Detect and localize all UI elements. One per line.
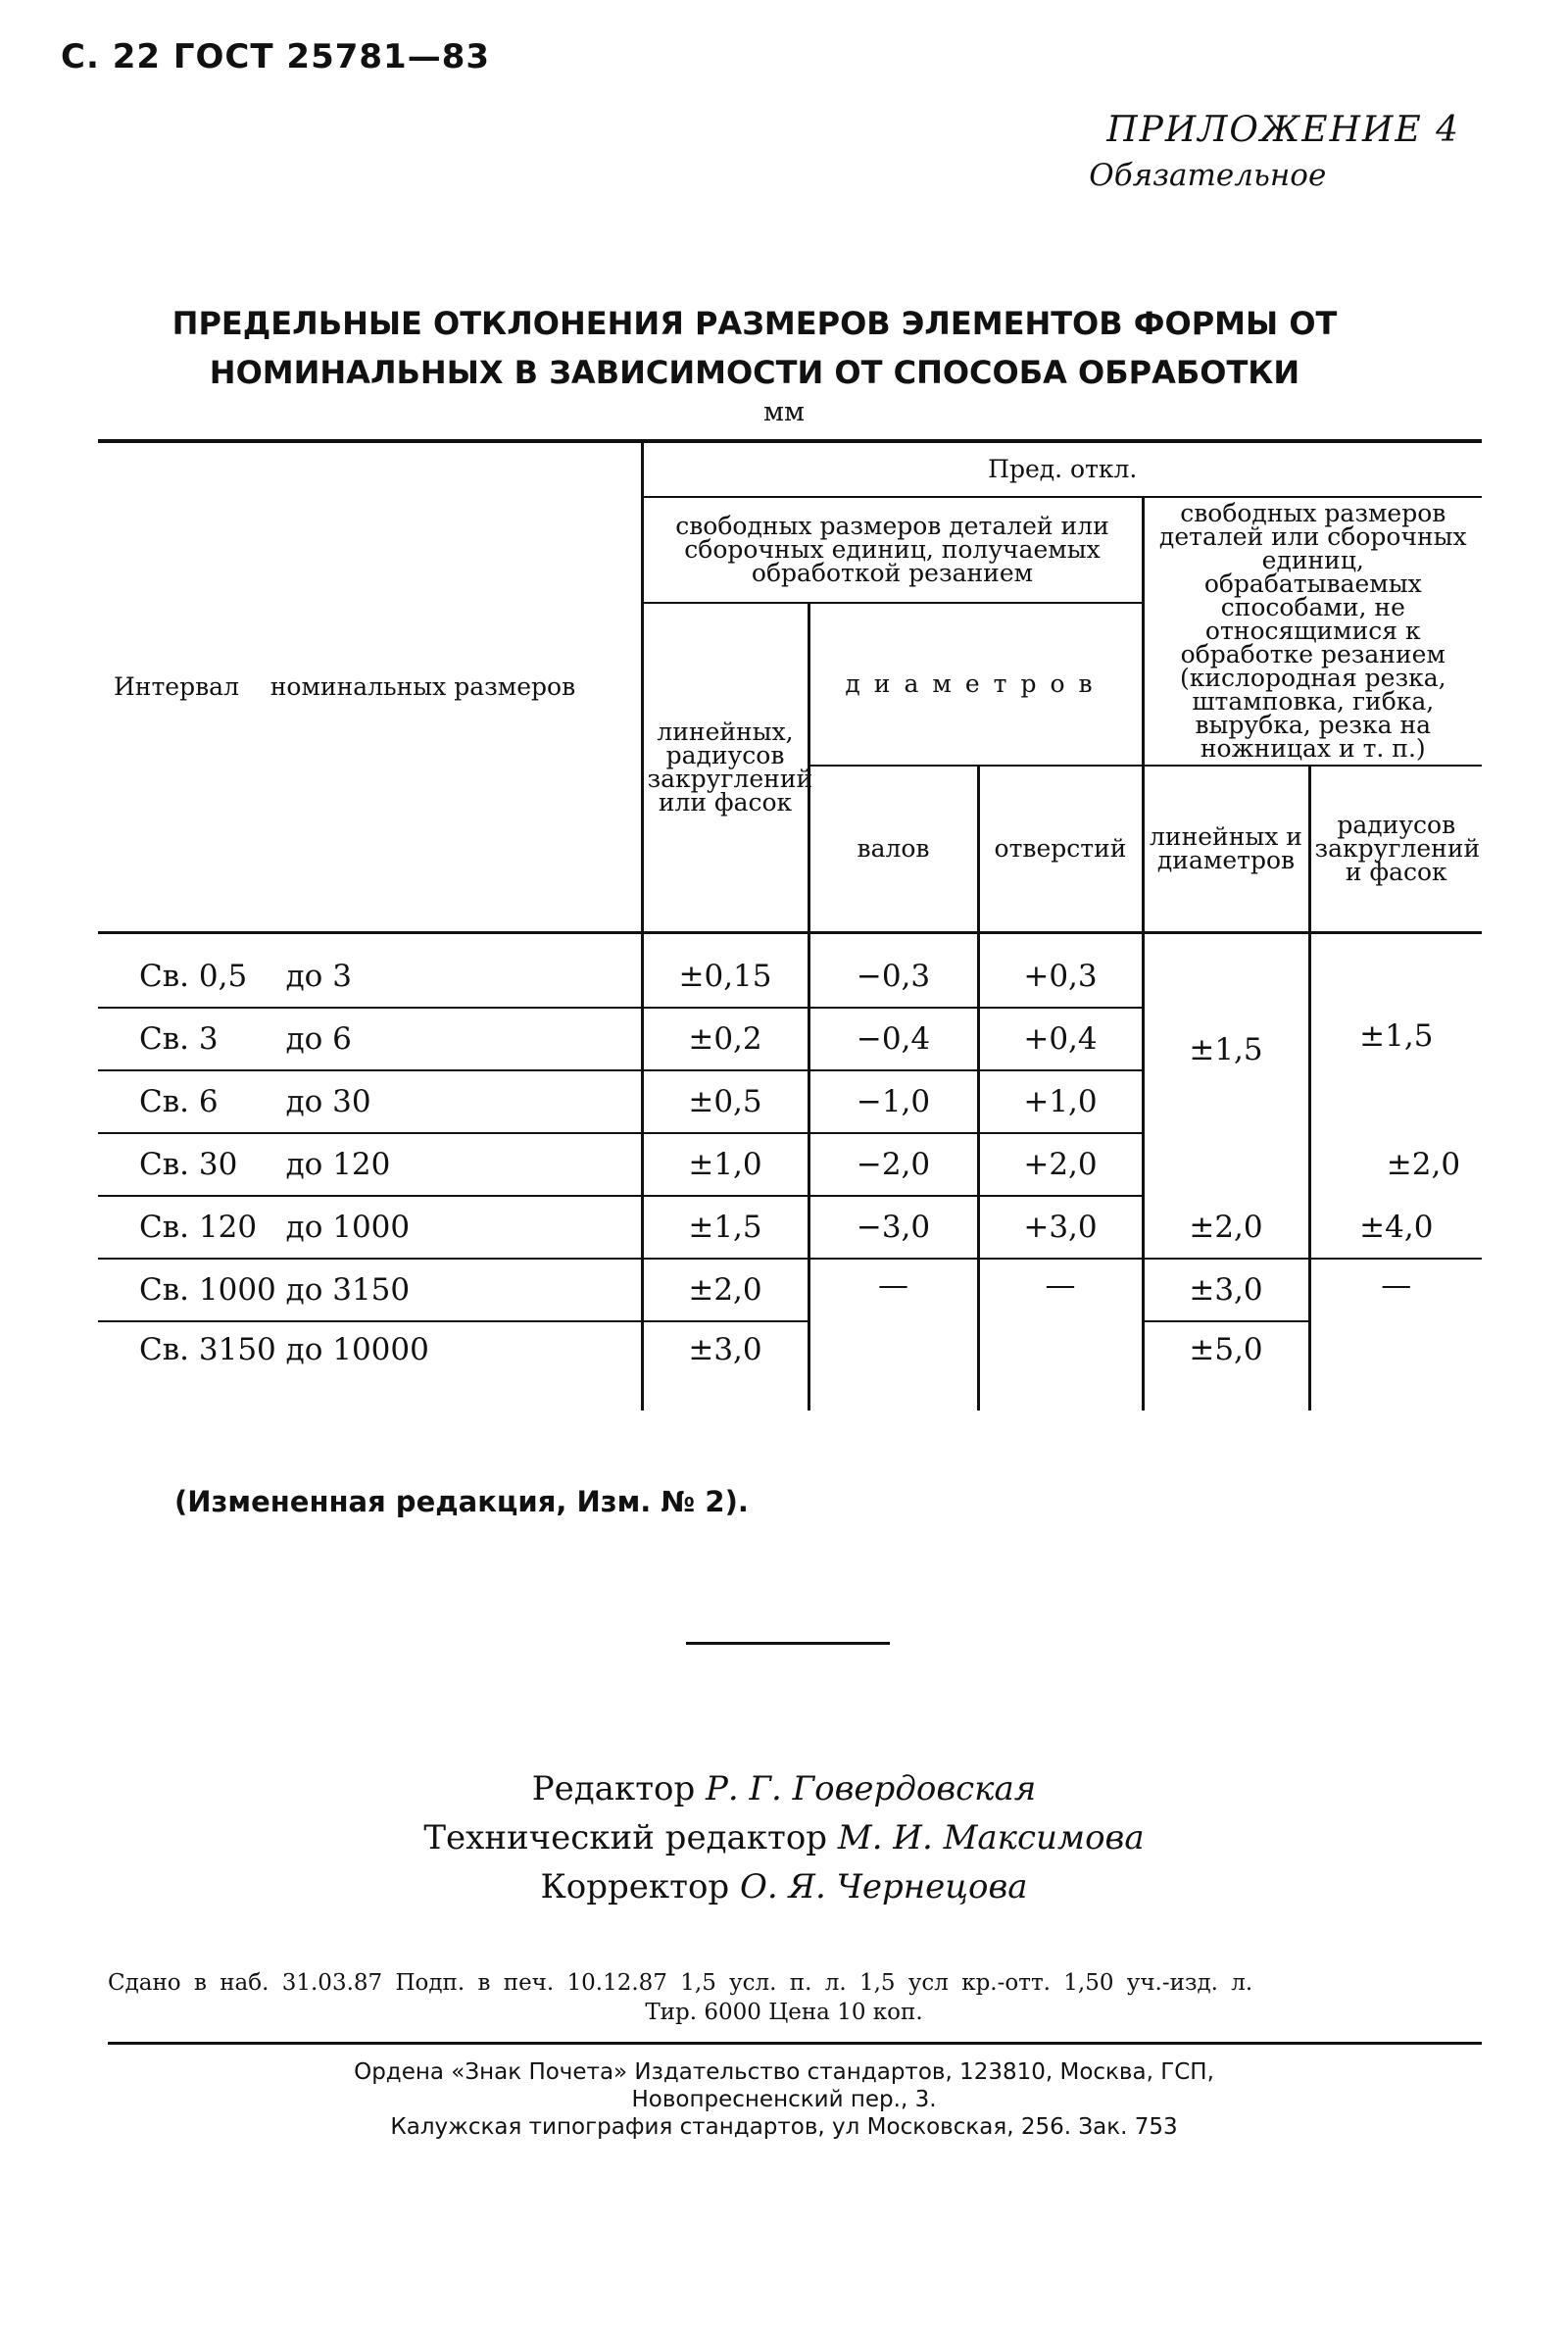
- cell-linear: ±0,15: [642, 933, 808, 1009]
- col-header-linear: линейных, радиусов закруглений или фасок: [642, 603, 808, 933]
- table-row: [98, 933, 1482, 1009]
- cell-holes: +0,4: [978, 1008, 1143, 1070]
- cell-linear-diameters: ±2,0: [1143, 1196, 1309, 1259]
- publisher-line-3: Калужская типография стандартов, ул Московская, 256. Зак. 753: [390, 2114, 1178, 2140]
- cell-linear: ±0,2: [642, 1008, 808, 1070]
- publisher-line-2: Новопресненский пер., 3.: [631, 2087, 937, 2112]
- cell-linear: ±0,5: [642, 1070, 808, 1133]
- col-header-holes: отверстий: [978, 766, 1143, 933]
- publisher-line-1: Ордена «Знак Почета» Издательство стандартов, 123810, Москва, ГСП,: [354, 2059, 1214, 2085]
- credit-tech-name: М. И. Максимова: [837, 1818, 1145, 1857]
- table-row: [98, 1321, 1482, 1411]
- credit-editor-role: Редактор: [531, 1769, 696, 1808]
- page-header: С. 22 ГОСТ 25781—83: [61, 37, 491, 76]
- credit-tech-role: Технический редактор: [423, 1818, 828, 1857]
- cell-linear: ±1,5: [642, 1196, 808, 1259]
- table-row: [98, 1196, 1482, 1259]
- credits-block: [0, 1764, 1568, 1911]
- cell-holes: +1,0: [978, 1070, 1143, 1133]
- imprint-line-1: Сдано в наб. 31.03.87 Подп. в печ. 10.12.87 1,5 усл. п. л. 1,5 усл кр.-отт. 1,50 уч.-изд. л.: [108, 1970, 1253, 1996]
- col-header-shafts: валов: [808, 766, 978, 933]
- cell-shafts: −3,0: [808, 1196, 978, 1259]
- title-line-1: ПРЕДЕЛЬНЫЕ ОТКЛОНЕНИЯ РАЗМЕРОВ ЭЛЕМЕНТОВ ФОРМЫ ОТ: [172, 305, 1338, 342]
- row-range: Св. 6 до 30: [98, 1070, 642, 1133]
- col-header-diameters: диаметров: [808, 603, 1143, 766]
- cell-shafts: −1,0: [808, 1070, 978, 1133]
- row-range: Св. 0,5 до 3: [98, 933, 642, 1009]
- document-title: [167, 299, 1343, 397]
- col-header-linear-diameters: линейных и диаметров: [1143, 766, 1309, 933]
- group-header-other: свободных размеров деталей или сборочных единиц, обрабатываемых способами, не относящимися к обработке резанием (кислородная резка, штамповка, гибка, вырубка, резка на ножницах и т. п.): [1143, 497, 1482, 766]
- cell-shafts: −0,4: [808, 1008, 978, 1070]
- credit-editor-name: Р. Г. Говердовская: [706, 1769, 1037, 1808]
- cell-linear-diameters: ±5,0: [1143, 1321, 1309, 1411]
- cell-holes: +0,3: [978, 933, 1143, 1009]
- cell-holes: +2,0: [978, 1133, 1143, 1196]
- row-range: Св. 30 до 120: [98, 1133, 642, 1196]
- revision-note: (Измененная редакция, Изм. № 2).: [174, 1485, 749, 1518]
- table-row: [98, 1259, 1482, 1321]
- imprint-line-2: Тир. 6000 Цена 10 коп.: [645, 2000, 923, 2025]
- deviation-table: [98, 439, 1482, 1411]
- divider: [686, 1642, 890, 1645]
- unit-label: мм: [762, 397, 805, 427]
- title-line-2: НОМИНАЛЬНЫХ В ЗАВИСИМОСТИ ОТ СПОСОБА ОБРАБОТКИ: [209, 354, 1300, 391]
- cell-holes-empty: —: [978, 1259, 1143, 1411]
- col-header-deviation: Пред. откл.: [642, 441, 1482, 497]
- row-range: Св. 120 до 1000: [98, 1196, 642, 1259]
- cell-linear: ±1,0: [642, 1133, 808, 1196]
- appendix-title: ПРИЛОЖЕНИЕ 4: [1106, 110, 1460, 150]
- cell-linear-diameters: ±3,0: [1143, 1259, 1309, 1321]
- cell-shafts: −0,3: [808, 933, 978, 1009]
- credit-tech-editor: [0, 1813, 1568, 1862]
- appendix-label: [1089, 110, 1460, 193]
- col-header-interval: Интервал номинальных размеров: [114, 672, 576, 701]
- cell-radii-empty: —: [1309, 1259, 1482, 1411]
- cell-linear: ±3,0: [642, 1321, 808, 1411]
- cell-radii-merged: ±1,5: [1309, 933, 1482, 1134]
- row-range: Св. 3 до 6: [98, 1008, 642, 1070]
- credit-corrector: [0, 1862, 1568, 1911]
- row-range: Св. 1000 до 3150: [98, 1259, 642, 1321]
- credit-corr-name: О. Я. Чернецова: [740, 1867, 1028, 1906]
- cell-shafts-empty: —: [808, 1259, 978, 1411]
- row-range: Св. 3150 до 10000: [139, 1332, 429, 1367]
- publisher-block: [0, 2058, 1568, 2141]
- col-header-radii: радиусов закруглений и фасок: [1309, 766, 1482, 933]
- group-header-cutting: свободных размеров деталей или сборочных единиц, получаемых обработкой резанием: [642, 497, 1143, 603]
- credit-editor: [0, 1764, 1568, 1813]
- cell-holes: +3,0: [978, 1196, 1143, 1259]
- cell-shafts: −2,0: [808, 1133, 978, 1196]
- appendix-status: Обязательное: [1089, 158, 1327, 193]
- cell-linear-diameters-merged: ±1,5: [1143, 933, 1309, 1197]
- cell-radii: ±4,0: [1309, 1196, 1482, 1259]
- credit-corr-role: Корректор: [540, 1867, 730, 1906]
- cell-radii: ±2,0: [1309, 1133, 1482, 1196]
- bottom-rule: [108, 2042, 1482, 2045]
- cell-linear: ±2,0: [642, 1259, 808, 1321]
